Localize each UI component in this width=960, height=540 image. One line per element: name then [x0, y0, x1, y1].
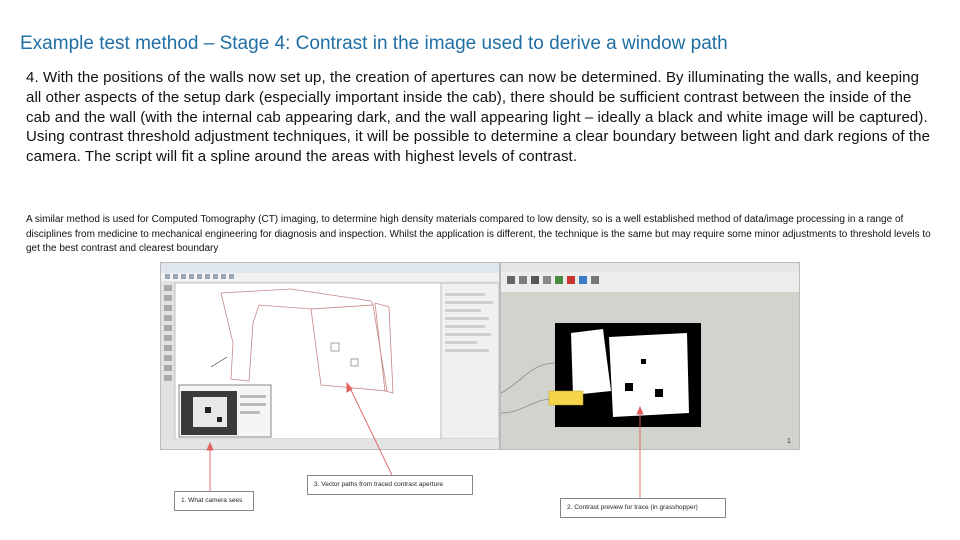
callout-contrast-preview: 2. Contrast preview for trace (in grasshopper): [560, 498, 726, 518]
ct-note: A similar method is used for Computed Tomography (CT) imaging, to determine high density materials compared to low density, so is a well established method of data/image processing in a range of disciplines from medicine to mechanical engineering for diagnosis and inspection. Whilst the application is different, the technique is the same but may require some minor adjustments to threshold levels to get the best contrast and clearest boundary: [26, 214, 931, 254]
callout-camera: 1. What camera sees: [174, 491, 254, 511]
slide-title: Example test method – Stage 4: Contrast in the image used to derive a window path: [20, 33, 728, 54]
callout-vector-paths: 3. Vector paths from traced contrast aperture: [307, 475, 473, 495]
body-paragraph: 4. With the positions of the walls now set up, the creation of apertures can now be determined. By illuminating the walls, and keeping all other aspects of the setup dark (especially important inside the cab), there should be sufficient contrast between the inside of the cab and the wall (with the internal cab appearing dark, and the wall appearing light – ideally a black and white image will be captured). Using contrast threshold adjustment techniques, it will be possible to determine a clear boundary between light and dark regions of the camera. The script will fit a spline around the areas with highest levels of contrast.: [26, 69, 931, 166]
svg-text:1: 1: [787, 438, 791, 445]
